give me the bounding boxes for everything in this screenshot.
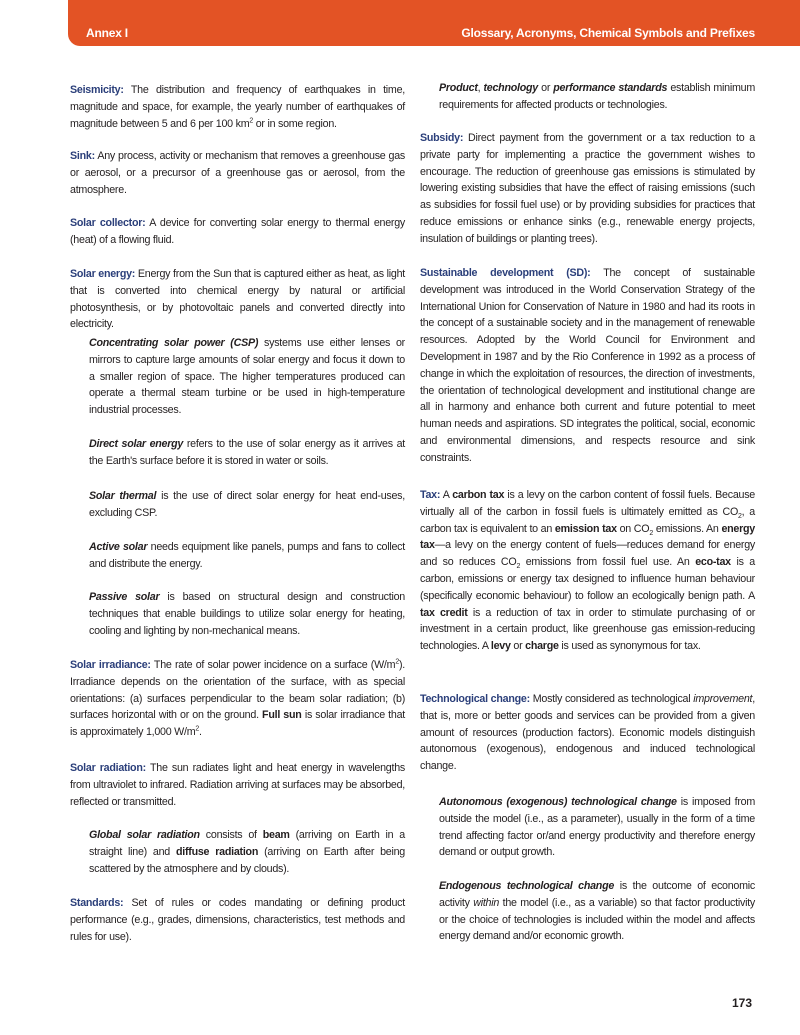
glossary-subentry — [89, 335, 405, 419]
glossary-subentry — [89, 436, 405, 470]
subentry-term: Solar thermal — [89, 490, 157, 502]
entry-text: , a carbon tax is equivalent to an — [420, 505, 755, 535]
subentry-term: performance standards — [553, 82, 668, 94]
entry-text: is a reduction of tax in order to stimulate purchasing of or investment in a certain product, like greenhouse gas emission-reducing technologies. A — [420, 606, 755, 653]
entry-text: is used as synonymous for tax. — [558, 640, 701, 653]
entry-text: or — [510, 640, 526, 653]
glossary-entry — [420, 265, 755, 467]
entry-text: systems use either lenses or mirrors to capture large amounts of solar energy and focus it down to a smaller region of space. The higher temperatures produced can operate a thermal steam turbine or be used in high-temperature industrial processes. — [89, 337, 405, 417]
glossary-entry — [70, 266, 405, 333]
glossary-term: Technological change: — [420, 693, 530, 705]
entry-text: (arriving on Earth after being scattered by the atmosphere and by clouds). — [89, 845, 405, 875]
entry-text: tax credit — [420, 606, 468, 619]
entry-text: needs equipment like panels, pumps and fans to collect and distribute the energy. — [89, 541, 405, 570]
glossary-term: Solar radiation: — [70, 762, 146, 774]
entry-text: (arriving on Earth in a straight line) and — [89, 829, 405, 858]
entry-text: The rate of solar power incidence on a surface (W/m — [150, 659, 396, 671]
entry-text: . — [199, 726, 202, 739]
glossary-term: Standards: — [70, 897, 124, 909]
glossary-term: Sink: — [70, 150, 95, 162]
header-section-label: Annex I — [86, 26, 128, 40]
page-header — [68, 0, 800, 46]
entry-text: within — [473, 896, 500, 909]
glossary-entry — [420, 130, 755, 248]
entry-text: Direct payment from the government or a tax reduction to a private party for implementing a practice the government wishes to encourage. The reduction of greenhouse gas emissions is stimulated by lowering existing subsidies that have the effect of raising emissions (such as subsidies for fossil fuel use) or by providing subsidies for practices that reduce emissions or enhance sinks (e.g., renewable energy projects, insulation of buildings or planting trees). — [420, 132, 755, 245]
entry-text: improvement — [693, 693, 753, 705]
glossary-entry — [70, 148, 405, 198]
glossary-subentry — [89, 488, 405, 522]
header-chapter-title: Glossary, Acronyms, Chemical Symbols and Prefixes — [461, 26, 755, 40]
subentry-term: Active solar — [89, 541, 148, 553]
entry-text: or — [538, 82, 554, 94]
entry-text: is the use of direct solar energy for heat end-uses, excluding CSP. — [89, 490, 405, 519]
glossary-subentry — [89, 589, 405, 639]
entry-text: levy — [490, 640, 511, 653]
entry-text: carbon tax — [452, 489, 505, 501]
entry-text: is solar irradiance that is approximately 1,000 W/m — [70, 709, 405, 739]
subentry-term: Direct solar energy — [89, 438, 184, 450]
glossary-term: Subsidy: — [420, 132, 464, 144]
glossary-subentry — [439, 80, 755, 114]
glossary-subentry — [439, 794, 755, 861]
subentry-term: Global solar radiation — [89, 829, 200, 841]
glossary-term: Seismicity: — [70, 84, 124, 96]
entry-text: emission tax — [554, 522, 617, 535]
glossary-entry — [70, 895, 405, 945]
entry-text: The distribution and frequency of earthquakes in time, magnitude and space, for example, the yearly number of earthquakes of magnitude between 5 and 6 per 100 km — [70, 84, 405, 130]
entry-text: diffuse radiation — [175, 845, 259, 858]
glossary-term: Solar energy: — [70, 268, 136, 280]
glossary-entry — [420, 691, 755, 775]
entry-text: or in some region. — [253, 117, 337, 130]
glossary-term: Solar collector: — [70, 217, 146, 229]
subentry-term: Passive solar — [89, 591, 160, 603]
entry-text: establish minimum requirements for affected products or technologies. — [439, 82, 755, 111]
entry-text: 2 — [195, 725, 200, 733]
glossary-entry — [70, 760, 405, 810]
entry-text: 2 — [249, 117, 254, 125]
entry-text: is the outcome of economic activity — [439, 880, 755, 909]
entry-text: is based on structural design and construction techniques that enable buildings to utilize solar energy for heating, cooling and lighting by non-mechanical means. — [89, 591, 405, 637]
entry-text: emissions from fossil fuel use. An — [520, 556, 696, 569]
glossary-entry — [70, 215, 405, 249]
glossary-subentry — [89, 539, 405, 573]
entry-text: 2 — [395, 658, 399, 666]
entry-text: is imposed from outside the model (i.e., as a parameter), usually in the form of a time trend affecting factor or/and energy productivity and therefore energy demand or output growth. — [439, 796, 755, 859]
glossary-term: Solar irradiance: — [70, 659, 151, 671]
entry-text: consists of — [199, 829, 263, 841]
subentry-term: Product — [439, 82, 478, 94]
entry-text: the model (i.e., as a variable) so that factor productivity or the choice of technologies is included within the model and affects energy demand and/or economic growth. — [439, 896, 756, 943]
entry-text: on CO — [616, 522, 650, 535]
entry-text: The concept of sustainable development was introduced in the World Conservation Strategy of the International Union for Conservation of Nature in 1980 and had its roots in the concept of a sustainable society and in the management of renewable resources. Adopted by the World Council for Environment and Development in 1987 and by the Rio Conference in 1992 as a process of change in which the exploitation of resources, the direction of investments, the orientation of technological development and institutional change are all in harmony and enhance both current and future potential to meet human needs and aspirations. SD integrates the political, social, economic and environmental dimensions, and respects resource and sink constraints. — [420, 267, 756, 464]
entry-text: Energy from the Sun that is captured either as heat, as light that is converted into chemical energy by natural or artificial photosynthesis, or by photovoltaic panels and converted directly into electricity. — [70, 268, 405, 331]
entry-text: beam — [262, 829, 290, 841]
entry-text: A device for converting solar energy to thermal energy (heat) of a flowing fluid. — [70, 217, 406, 246]
entry-text: 2 — [649, 529, 653, 537]
page-number: 173 — [732, 996, 753, 1010]
glossary-subentry — [89, 827, 405, 877]
glossary-term: Sustainable development (SD): — [420, 267, 591, 279]
entry-text: Mostly considered as technological — [529, 693, 694, 705]
entry-text: Full sun — [262, 709, 302, 722]
glossary-term: Tax: — [420, 489, 441, 501]
subentry-term: Autonomous (exogenous) technological change — [439, 796, 677, 808]
entry-text: 2 — [738, 512, 742, 520]
entry-text: A — [440, 489, 453, 501]
entry-text: , — [477, 82, 484, 94]
entry-text: , that is, more or better goods and services can be provided from a given amount of resources (production factors). Economic models distinguish autonomous (exogenous), endogenous and induced technological change. — [420, 693, 755, 773]
glossary-entry — [70, 657, 405, 741]
entry-text: refers to the use of solar energy as it arrives at the Earth's surface before it is stored in water or soils. — [89, 438, 405, 467]
entry-text: —a levy on the energy content of fuels—reduces demand for energy and so reduces CO — [420, 539, 755, 569]
entry-text: The sun radiates light and heat energy in wavelengths from ultraviolet to infrared. Radiation arriving at surfaces may be absorbed, reflected or transmitted. — [70, 762, 405, 808]
entry-text: Any process, activity or mechanism that removes a greenhouse gas or aerosol, or a precursor of a greenhouse gas or aerosol, from the atmosphere. — [70, 150, 405, 196]
entry-text: energy tax — [420, 522, 756, 552]
glossary-entry — [420, 487, 755, 655]
subentry-term: Concentrating solar power (CSP) — [89, 337, 259, 349]
entry-text: ). Irradiance depends on the orientation of the surface, with as special orientations: (a) surfaces perpendicular to the beam solar radiation; (b) surfaces horizontal with or on the ground. — [70, 659, 405, 722]
entry-text: is a levy on the carbon content of fossil fuels. Because virtually all of the carbon in fossil fuels is ultimately emitted as CO — [420, 489, 755, 518]
entry-text: eco-tax — [695, 556, 731, 569]
entry-text: is a carbon, emissions or energy tax designed to influence human behaviour (specifically economic behaviour) to follow an ecologically benign path. A — [420, 556, 755, 602]
entry-text: Set of rules or codes mandating or defining product performance (e.g., grades, dimensions, characteristics, test methods and rules for use). — [70, 897, 405, 943]
glossary-subentry — [439, 878, 755, 945]
subentry-term: Endogenous technological change — [439, 880, 615, 892]
entry-text: charge — [525, 640, 559, 653]
glossary-entry — [70, 82, 405, 132]
subentry-term: technology — [483, 82, 538, 94]
entry-text: emissions. An — [653, 522, 722, 535]
entry-text: 2 — [516, 563, 521, 571]
